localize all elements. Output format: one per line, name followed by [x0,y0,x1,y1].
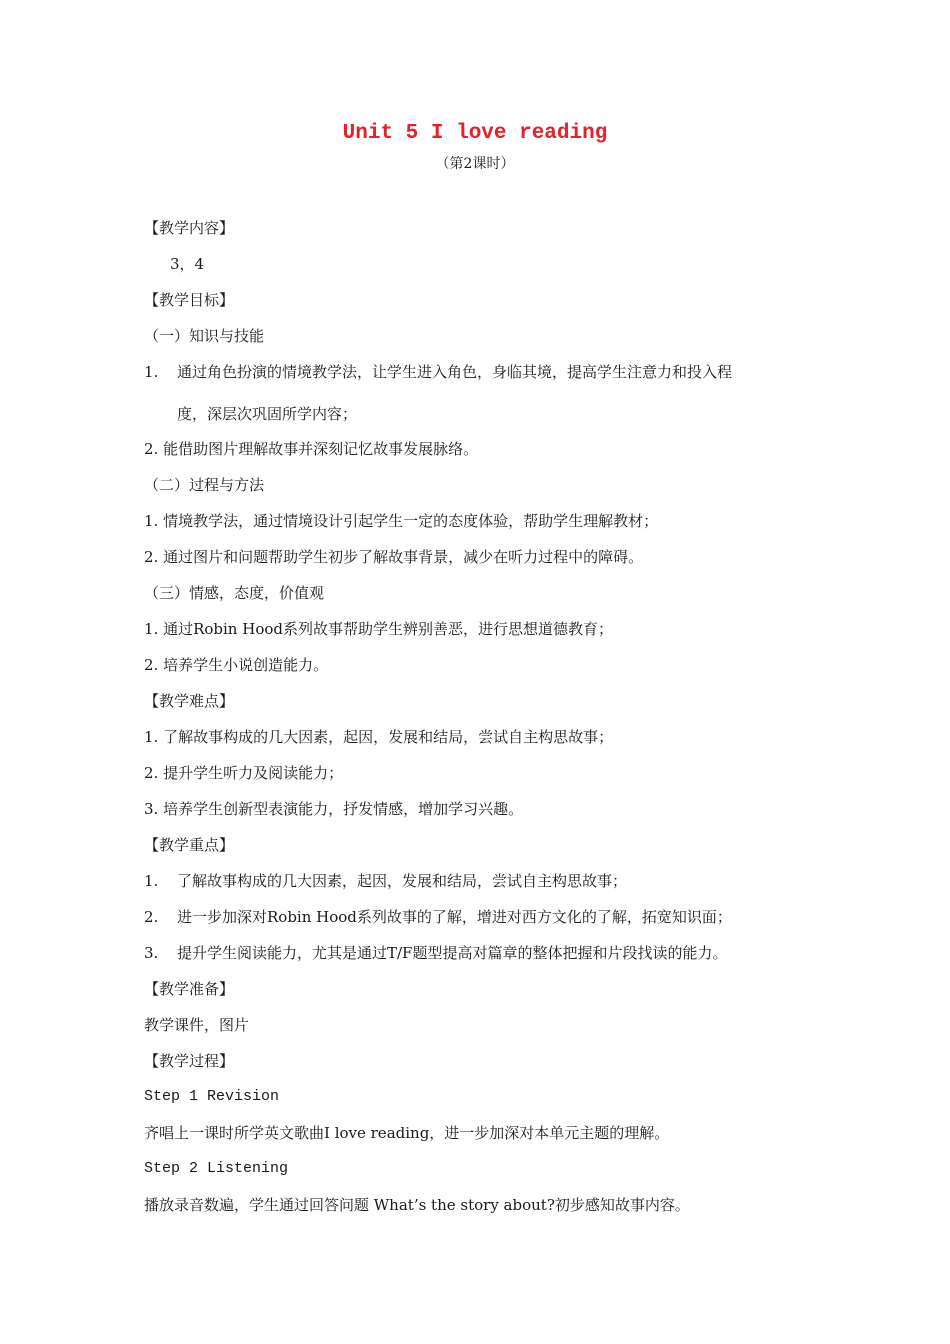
difficulty-item-1: 1. 了解故事构成的几大因素，起因，发展和结局，尝试自主构思故事； [144,728,614,746]
goal-item-2: 2. 能借助图片理解故事并深刻记忆故事发展脉络。 [144,440,479,458]
process-item-1: 1. 情境教学法，通过情境设计引起学生一定的态度体验，帮助学生理解教材； [144,512,659,530]
emotion-item-2: 2. 培养学生小说创造能力。 [144,656,329,674]
emotion-item-1: 1. 通过Robin Hood系列故事帮助学生辨别善恶，进行思想道德教育； [144,620,613,638]
key-item-2-text: 进一步加深对Robin Hood系列故事的了解，增进对西方文化的了解，拓宽知识面； [177,908,732,926]
key-item-2-number: 2. [144,908,159,926]
document-title: Unit 5 I love reading [342,122,608,145]
subheading-emotion-values: （三）情感，态度，价值观 [144,584,325,602]
document-subtitle: （第2课时） [435,156,515,172]
heading-teaching-process: 【教学过程】 [144,1052,235,1070]
goal-item-1-number: 1. [144,363,159,381]
key-item-3-number: 3. [144,944,159,962]
process-item-2: 2. 通过图片和问题帮助学生初步了解故事背景，减少在听力过程中的障碍。 [144,548,644,566]
key-item-2 [144,907,732,927]
key-item-1-text: 了解故事构成的几大因素，起因，发展和结局，尝试自主构思故事； [177,872,628,890]
key-item-3 [144,943,727,963]
subheading-process-method: （二）过程与方法 [144,476,265,494]
key-item-3-text: 提升学生阅读能力，尤其是通过T/F题型提高对篇章的整体把握和片段找读的能力。 [177,944,728,962]
difficulty-item-2: 2. 提升学生听力及阅读能力； [144,764,344,782]
goal-item-1-continuation: 度，深层次巩固所学内容； [177,405,358,423]
heading-teaching-preparation: 【教学准备】 [144,980,235,998]
heading-teaching-difficulties: 【教学难点】 [144,692,235,710]
step-2-title: Step 2 Listening [144,1160,289,1177]
teaching-content-text: 3，4 [170,255,205,273]
subheading-knowledge-skills: （一）知识与技能 [144,327,265,345]
key-item-1 [144,871,627,891]
step-1-title: Step 1 Revision [144,1088,280,1105]
goal-item-1 [144,362,732,382]
key-item-1-number: 1. [144,872,159,890]
step-1-text: 齐唱上一课时所学英文歌曲I love reading，进一步加深对本单元主题的理解。 [144,1124,670,1142]
heading-teaching-content: 【教学内容】 [144,219,235,237]
goal-item-1-text: 通过角色扮演的情境教学法，让学生进入角色，身临其境，提高学生注意力和投入程 [177,363,733,381]
preparation-text: 教学课件，图片 [144,1016,250,1034]
difficulty-item-3: 3. 培养学生创新型表演能力，抒发情感，增加学习兴趣。 [144,800,524,818]
heading-teaching-goals: 【教学目标】 [144,291,235,309]
step-2-text: 播放录音数遍，学生通过回答问题 What’s the story about?初步感知故事内容。 [144,1196,690,1214]
heading-key-points: 【教学重点】 [144,836,235,854]
